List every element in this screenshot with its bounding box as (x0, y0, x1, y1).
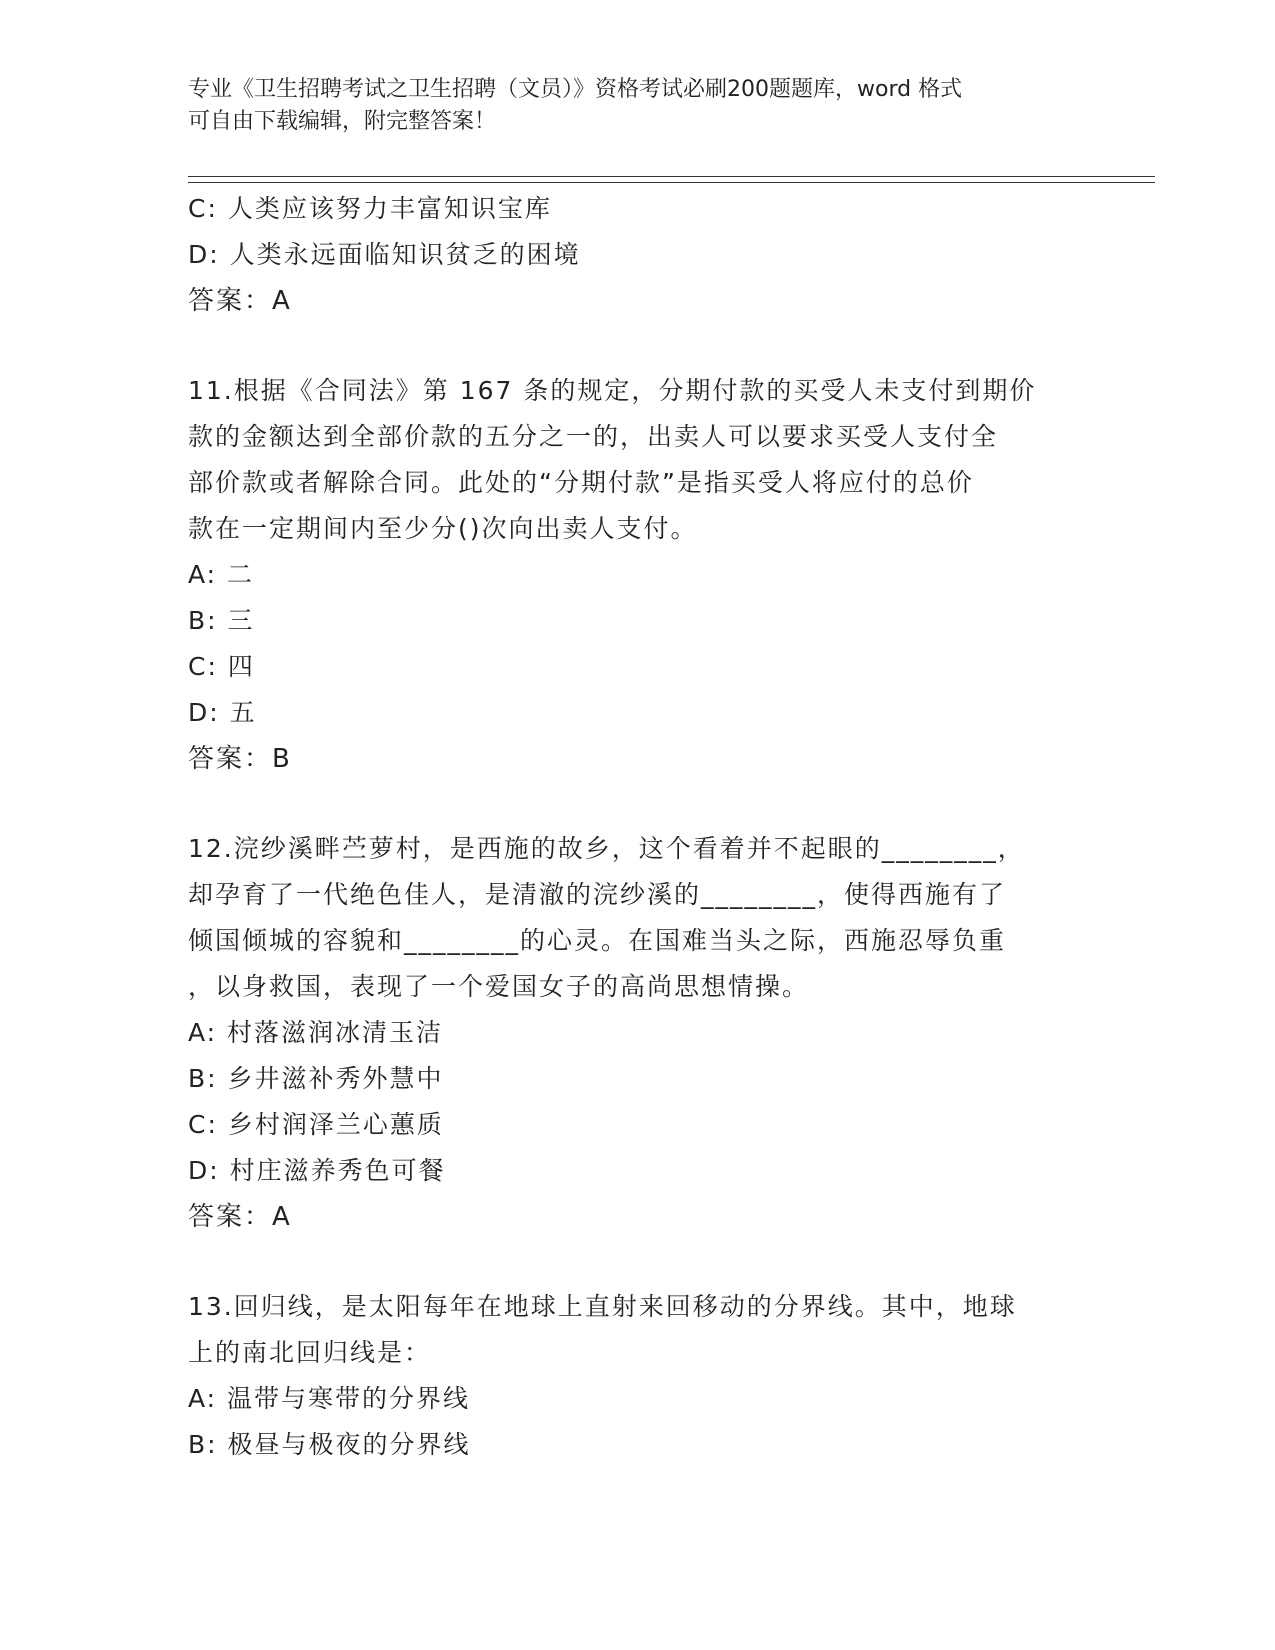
option-c: C: 乡村润泽兰心蕙质 (188, 1110, 444, 1139)
document-body (188, 186, 1088, 1468)
option-d: D: 村庄滋养秀色可餐 (188, 1156, 446, 1185)
spacer (188, 782, 1088, 826)
option-d: D: 五 (188, 698, 257, 727)
question-10-tail (188, 186, 1088, 324)
option-d: D: 人类永远面临知识贫乏的困境 (188, 240, 581, 269)
option-b: B: 乡井滋补秀外慧中 (188, 1064, 444, 1093)
question-text-line: 款的金额达到全部价款的五分之一的，出卖人可以要求买受人支付全 (188, 422, 999, 451)
question-text-line: ，以身救国，表现了一个爱国女子的高尚思想情操。 (188, 972, 810, 1001)
option-a: A: 温带与寒带的分界线 (188, 1384, 471, 1413)
header-divider-bottom (188, 182, 1155, 183)
option-c: C: 人类应该努力丰富知识宝库 (188, 194, 552, 223)
option-b: B: 极昼与极夜的分界线 (188, 1430, 471, 1459)
spacer (188, 1240, 1088, 1284)
question-text-line: 部价款或者解除合同。此处的“分期付款”是指买受人将应付的总价 (188, 468, 974, 497)
question-text-line: 11.根据《合同法》第 167 条的规定，分期付款的买受人未支付到期价 (188, 376, 1037, 405)
question-text-line: 上的南北回归线是： (188, 1338, 432, 1367)
option-b: B: 三 (188, 606, 255, 635)
document-header (188, 74, 1068, 138)
answer-line: 答案：A (188, 286, 292, 316)
question-text-line: 款在一定期间内至少分()次向出卖人支付。 (188, 514, 698, 543)
header-divider-top (188, 176, 1155, 177)
answer-line: 答案：A (188, 1202, 292, 1232)
question-text-line: 12.浣纱溪畔苎萝村，是西施的故乡，这个看着并不起眼的________， (188, 834, 1025, 863)
option-a: A: 村落滋润冰清玉洁 (188, 1018, 444, 1047)
header-line-2: 可自由下载编辑，附完整答案！ (188, 109, 497, 134)
question-text-line: 13.回归线，是太阳每年在地球上直射来回移动的分界线。其中，地球 (188, 1292, 1017, 1321)
header-line-1: 专业《卫生招聘考试之卫生招聘（文员）》资格考试必刷200题题库，word 格式 (188, 77, 963, 102)
question-12 (188, 826, 1088, 1240)
question-text-line: 却孕育了一代绝色佳人，是清澈的浣纱溪的________，使得西施有了 (188, 880, 1007, 909)
option-a: A: 二 (188, 560, 255, 589)
question-13 (188, 1284, 1088, 1468)
spacer (188, 324, 1088, 368)
option-c: C: 四 (188, 652, 255, 681)
question-11 (188, 368, 1088, 782)
question-text-line: 倾国倾城的容貌和________的心灵。在国难当头之际，西施忍辱负重 (188, 926, 1007, 955)
answer-line: 答案：B (188, 744, 292, 774)
